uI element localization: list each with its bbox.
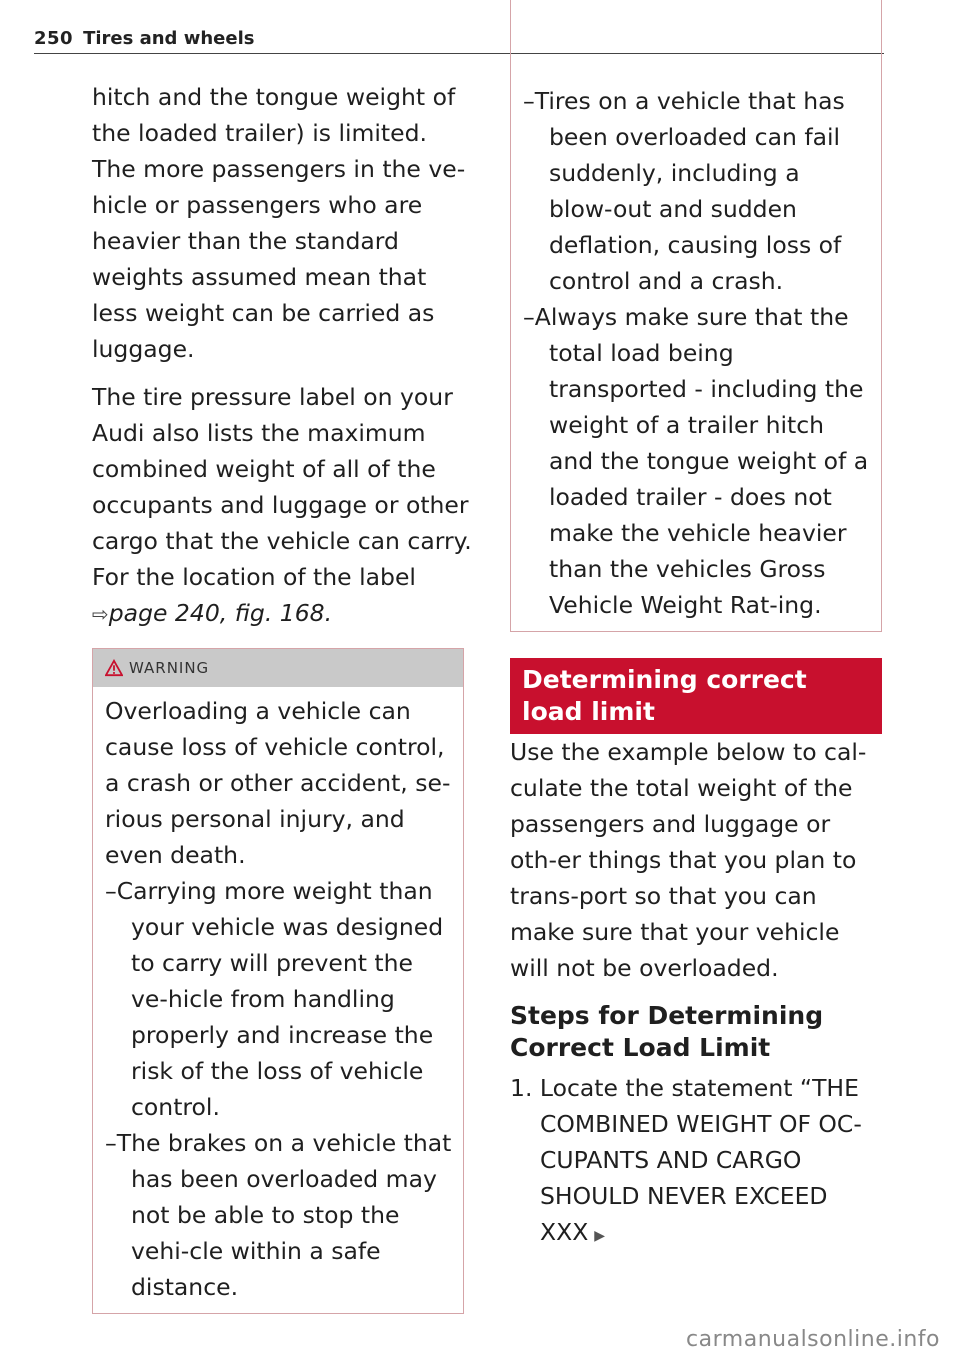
step-text: 1. Locate the statement “THE COMBINED WEIGHT OF OC-CUPANTS AND CARGO SHOULD NEVER EXCEED XXX: [510, 1074, 862, 1246]
warning-body: [93, 687, 463, 1313]
warning-bullet: –Always make sure that the total load being transported - including the weight of a trailer hitch and the tongue weight of a loaded trailer - does not make the vehicle heavier than the vehicles Gross Vehicle Weight Rat-ing.: [523, 303, 869, 619]
list-item: [510, 1070, 882, 1254]
subheading: Steps for Determining Correct Load Limit: [510, 1001, 824, 1062]
warning-title: WARNING: [129, 659, 210, 677]
warning-intro: Overloading a vehicle can cause loss of vehicle control, a crash or other accident, se-rious personal injury, and even death.: [105, 697, 451, 869]
page-reference-link[interactable]: page 240, fig. 168.: [108, 599, 333, 627]
section-intro: Use the example below to cal-culate the total weight of the passengers and luggage or oth-er things that you plan to trans-port so that you can make sure that your vehicle will not be overloaded.: [510, 738, 867, 982]
section-heading: Determining correct load limit: [510, 658, 882, 734]
warning-box: [92, 648, 464, 1314]
section-title: Tires and wheels: [83, 28, 255, 49]
paragraph: hitch and the tongue weight of the loaded trailer) is limited. The more passengers in the ve-hicle or passengers who are heavier than the standard weights assumed mean that less weight can be carried as luggage.: [92, 83, 466, 363]
paragraph-text: The tire pressure label on your Audi also lists the maximum combined weight of all of the occupants and luggage or other cargo that the vehicle can carry. For the location of the label: [92, 383, 472, 591]
warning-header: [93, 649, 463, 687]
watermark: carmanualsonline.info: [686, 1327, 940, 1352]
steps-list: [510, 1070, 882, 1254]
warning-continuation-box: [510, 0, 882, 632]
right-column: [510, 79, 882, 1254]
page-number: 250: [34, 28, 74, 49]
warning-triangle-icon: [105, 659, 123, 677]
warning-bullet: –Carrying more weight than your vehicle was designed to carry will prevent the ve-hicle from handling properly and increase the risk of the loss of vehicle control.: [105, 877, 444, 1121]
arrow-right-icon: ⇨: [92, 602, 109, 626]
warning-bullet: –Tires on a vehicle that has been overloaded can fail suddenly, including a blow-out and sudden deflation, causing loss of control and a crash.: [523, 87, 845, 295]
paragraph: [92, 379, 472, 632]
left-column: [92, 79, 472, 1314]
continue-arrow-icon: ▶: [594, 1228, 606, 1244]
warning-bullet: –The brakes on a vehicle that has been overloaded may not be able to stop the vehi-cle within a safe distance.: [105, 1129, 452, 1301]
